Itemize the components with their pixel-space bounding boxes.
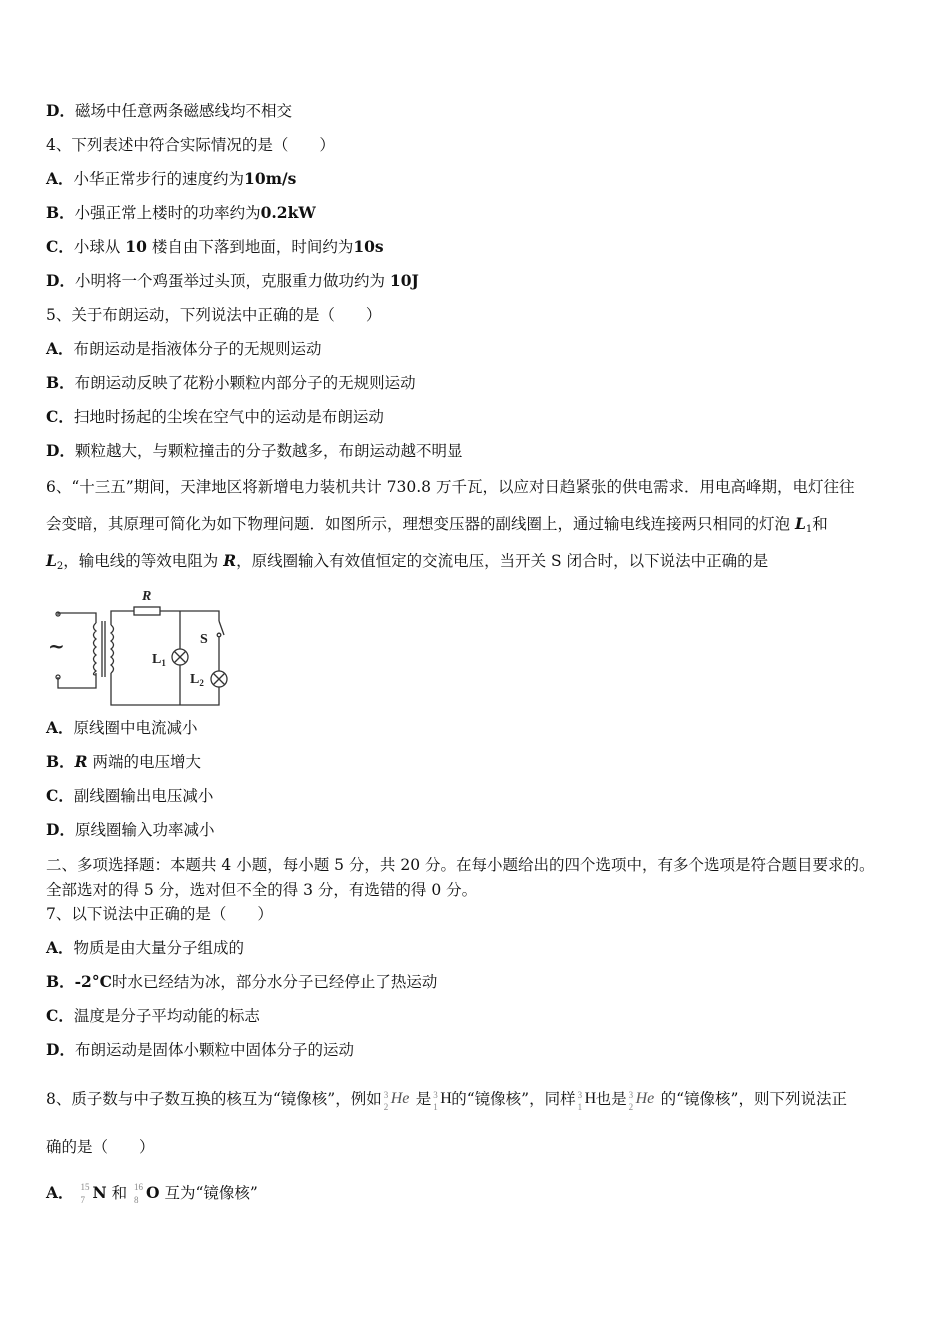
q3-option-d: D．磁场中任意两条磁感线均不相交 — [46, 101, 292, 120]
section2-heading-line2: 全部选对的得 5 分，选对但不全的得 3 分，有选错的得 0 分。 — [46, 881, 478, 899]
q6-stem-line2: 会变暗，其原理可简化为如下物理问题．如图所示，理想变压器的副线圈上，通过输电线连接两只相同的灯泡 $L_1$和 — [46, 514, 828, 535]
q5-stem: 5、关于布朗运动，下列说法中正确的是（ ） — [46, 306, 382, 324]
resistor-symbol — [134, 607, 160, 615]
q4-option-d: D．小明将一个鸡蛋举过头顶，克服重力做功约为 10J — [46, 271, 419, 290]
ac-source-symbol: ~ — [48, 634, 65, 658]
q5-option-b: B．布朗运动反映了花粉小颗粒内部分子的无规则运动 — [46, 373, 416, 392]
q5-option-a: A．布朗运动是指液体分子的无规则运动 — [46, 339, 322, 358]
q6-option-d: D．原线圈输入功率减小 — [46, 820, 215, 839]
lamp-l1-icon — [172, 649, 188, 665]
q8-stem-line2: 确的是（ ） — [46, 1138, 155, 1156]
q4-option-a: A．小华正常步行的速度约为10m/s — [46, 169, 297, 188]
q6-option-c: C．副线圈输出电压减小 — [46, 786, 214, 805]
q4-option-b: B．小强正常上楼时的功率约为0.2kW — [46, 203, 316, 222]
q6-stem-line3: $L_2$，输电线的等效电阻为 R，原线圈输入有效值恒定的交流电压，当开关 S 闭合时，以下说法中正确的是 — [46, 551, 769, 572]
q6-option-a: A．原线圈中电流减小 — [46, 718, 198, 737]
isotope-he3-2: 3 2 He — [628, 1090, 655, 1112]
isotope-o16: 16 8 — [134, 1182, 144, 1205]
q4-stem: 4、下列表述中符合实际情况的是（ ） — [46, 136, 335, 154]
q7-option-c: C．温度是分子平均动能的标志 — [46, 1006, 260, 1025]
q7-stem: 7、以下说法中正确的是（ ） — [46, 905, 273, 923]
secondary-coil — [111, 625, 114, 673]
transformer-circuit-diagram — [44, 585, 234, 710]
resistor-label: R — [142, 589, 152, 604]
q7-option-b: B．-2°C时水已经结为冰，部分水分子已经停止了热运动 — [46, 972, 438, 991]
primary-coil — [94, 623, 97, 675]
q6-option-b: B．R 两端的电压增大 — [46, 752, 201, 771]
primary-wire-bottom — [58, 673, 96, 688]
q7-option-a: A．物质是由大量分子组成的 — [46, 938, 245, 957]
q8-option-a: A． 15 7 N 和 16 8 O 互为“镜像核” — [46, 1174, 258, 1208]
lamp-l2-icon — [211, 671, 227, 687]
q5-option-d: D．颗粒越大，与颗粒撞击的分子数越多，布朗运动越不明显 — [46, 441, 463, 460]
lamp1-label: $L_1$ — [152, 652, 166, 668]
isotope-he3: 3 2 He — [383, 1090, 410, 1112]
q6-stem-line1: 6、“十三五”期间，天津地区将新增电力装机共计 730.8 万千瓦，以应对日趋紧张的供电需求．用电高峰期，电灯往往 — [46, 478, 855, 496]
isotope-h3: 3 1 H — [433, 1090, 452, 1112]
lamp2-label: $L_2$ — [190, 672, 204, 688]
q7-option-d: D．布朗运动是固体小颗粒中固体分子的运动 — [46, 1040, 354, 1059]
switch-label: S — [200, 632, 208, 647]
q5-option-c: C．扫地时扬起的尘埃在空气中的运动是布朗运动 — [46, 407, 384, 426]
isotope-n15: 15 7 — [80, 1182, 90, 1205]
primary-wire-top — [58, 613, 96, 623]
isotope-h3-2: 3 1 H — [577, 1090, 597, 1112]
q8-stem-line1: 8、质子数与中子数互换的核互为“镜像核”，例如 3 2 He 是 3 1 H 的“镜像核”，同样 3 1 H 也是 3 2 He 的“镜像核”，则下列说法正 — [46, 1080, 847, 1114]
section2-heading-line1: 二、多项选择题：本题共 4 小题，每小题 5 分，共 20 分。在每小题给出的四个选项中，有多个选项是符合题目要求的。 — [46, 856, 875, 874]
q4-option-c: C．小球从 10 楼自由下落到地面，时间约为10s — [46, 237, 384, 256]
